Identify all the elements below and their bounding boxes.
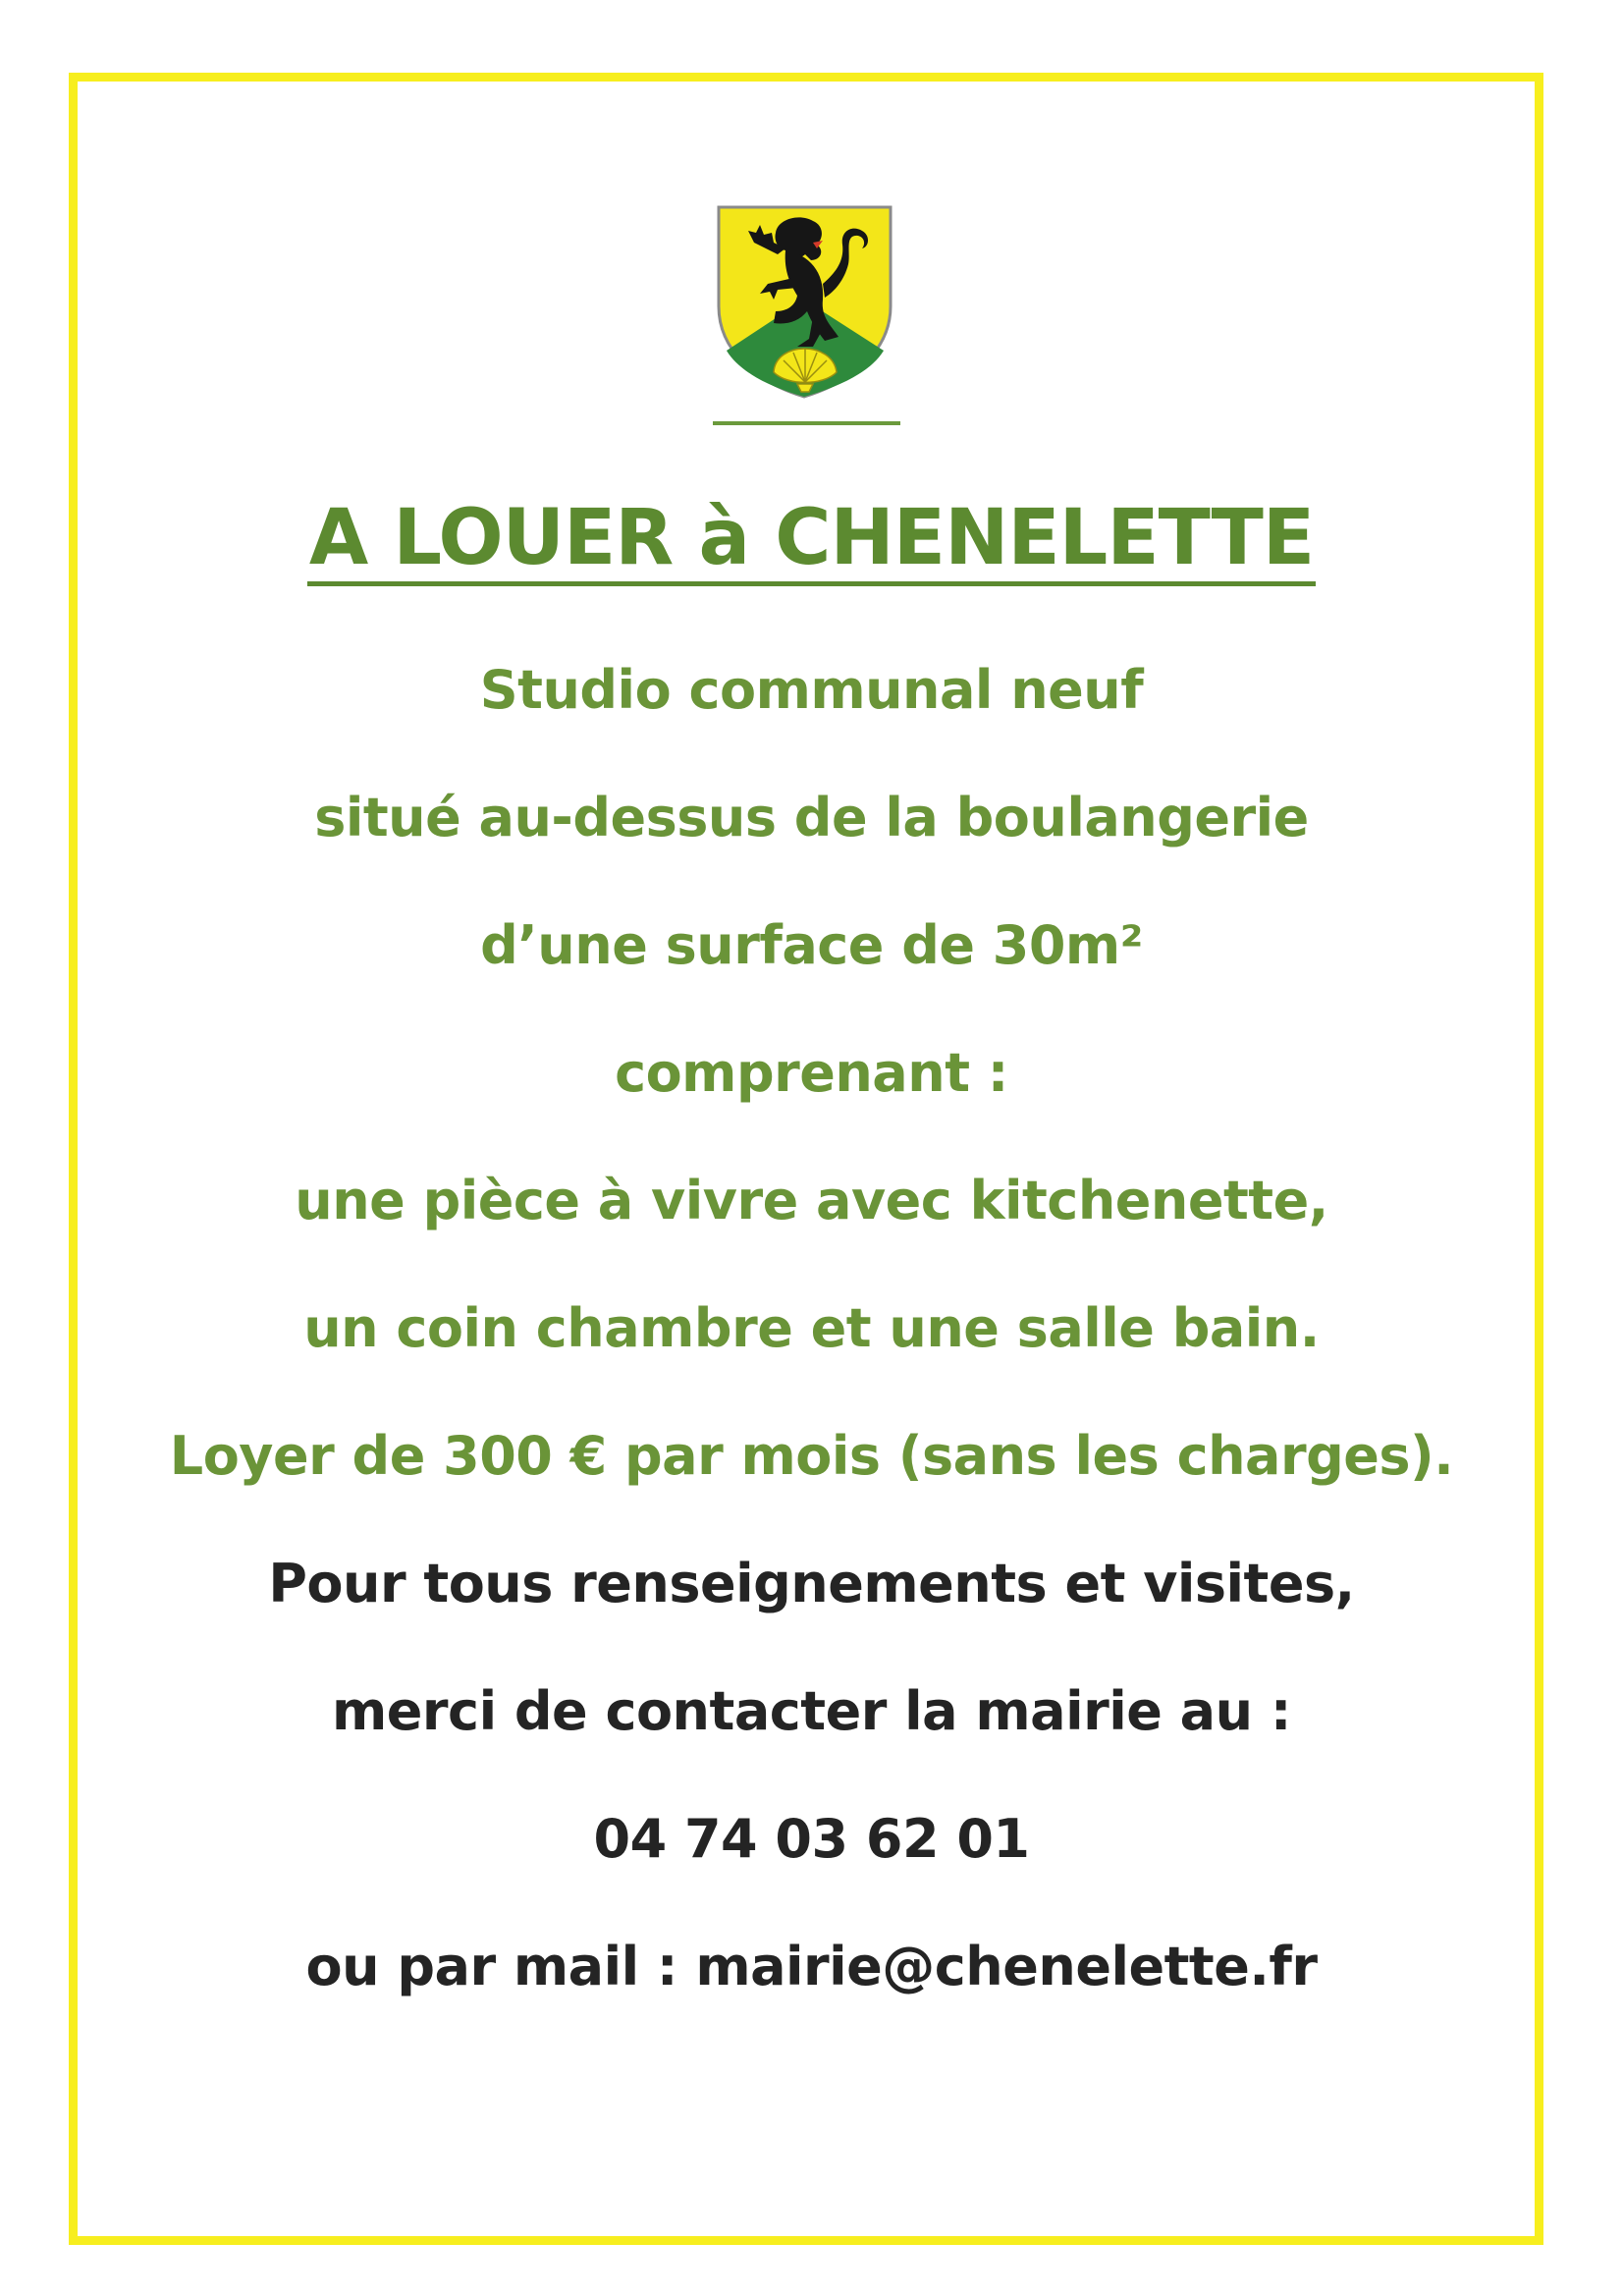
coat-of-arms-icon	[715, 203, 894, 400]
page-title	[0, 495, 1623, 586]
description-line-1: Studio communal neuf	[479, 659, 1144, 721]
rent-line: Loyer de 300 € par mois (sans les charges).	[169, 1425, 1454, 1487]
description-line-3: d’une surface de 30m²	[480, 914, 1143, 976]
description-line-2: situé au-dessus de la boulangerie	[314, 787, 1309, 848]
description-line-5: une pièce à vivre avec kitchenette,	[295, 1170, 1328, 1231]
email-line: ou par mail : mairie@chenelette.fr	[305, 1936, 1318, 1997]
contact-line-1: Pour tous renseignements et visites,	[268, 1553, 1355, 1614]
contact-line-2: merci de contacter la mairie au :	[332, 1680, 1291, 1742]
description-line-4: comprenant :	[615, 1042, 1008, 1104]
page-title-text: A LOUER à CHENELETTE	[307, 499, 1316, 586]
emblem-underline	[713, 421, 900, 425]
description-line-6: un coin chambre et une salle bain.	[303, 1297, 1320, 1359]
phone-number: 04 74 03 62 01	[593, 1808, 1030, 1870]
